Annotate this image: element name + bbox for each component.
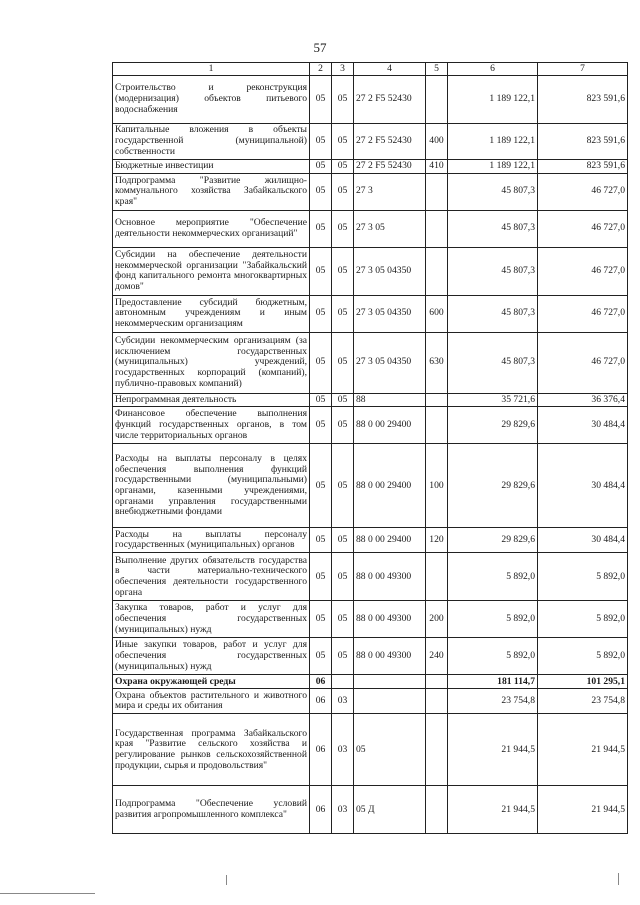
table-row bbox=[113, 210, 628, 247]
row-section: 06 bbox=[310, 786, 332, 834]
row-subsection: 05 bbox=[332, 124, 354, 160]
row-subsection: 03 bbox=[332, 786, 354, 834]
row-target-code: 27 2 F5 52430 bbox=[354, 160, 426, 174]
row-expense-type bbox=[426, 714, 448, 786]
row-sum-year2: 30 484,4 bbox=[538, 444, 628, 528]
table-row bbox=[113, 444, 628, 528]
row-expense-type: 120 bbox=[426, 528, 448, 553]
row-expense-type: 600 bbox=[426, 295, 448, 332]
row-target-code: 27 3 bbox=[354, 173, 426, 210]
row-name: Строительство и реконструкция (модернизация) объектов питьевого водоснабжения bbox=[113, 76, 310, 124]
row-section: 06 bbox=[310, 714, 332, 786]
table-row bbox=[113, 675, 628, 689]
col-header-target-code: 4 bbox=[354, 63, 426, 76]
row-section: 05 bbox=[310, 210, 332, 247]
row-target-code: 88 0 00 49300 bbox=[354, 638, 426, 675]
row-sum-year2: 30 484,4 bbox=[538, 407, 628, 444]
col-header-section: 2 bbox=[310, 63, 332, 76]
scan-mark bbox=[618, 873, 619, 885]
row-expense-type: 240 bbox=[426, 638, 448, 675]
row-sum-year1: 45 807,3 bbox=[448, 173, 538, 210]
row-name: Финансовое обеспечение выполнения функций государственных органов, в том числе территориальных органов bbox=[113, 407, 310, 444]
row-sum-year2: 46 727,0 bbox=[538, 210, 628, 247]
row-sum-year1: 21 944,5 bbox=[448, 714, 538, 786]
row-target-code: 88 0 00 29400 bbox=[354, 528, 426, 553]
row-section: 05 bbox=[310, 332, 332, 393]
row-sum-year2: 36 376,4 bbox=[538, 393, 628, 407]
table-row bbox=[113, 528, 628, 553]
row-expense-type bbox=[426, 786, 448, 834]
row-name: Подпрограмма "Развитие жилищно-коммунального хозяйства Забайкальского края" bbox=[113, 173, 310, 210]
row-sum-year1: 29 829,6 bbox=[448, 407, 538, 444]
row-target-code: 27 3 05 04350 bbox=[354, 247, 426, 295]
row-sum-year2: 30 484,4 bbox=[538, 528, 628, 553]
row-sum-year1: 1 189 122,1 bbox=[448, 160, 538, 174]
row-subsection: 05 bbox=[332, 295, 354, 332]
table-row bbox=[113, 247, 628, 295]
row-sum-year1: 181 114,7 bbox=[448, 675, 538, 689]
row-subsection: 05 bbox=[332, 173, 354, 210]
row-expense-type bbox=[426, 393, 448, 407]
row-sum-year2: 823 591,6 bbox=[538, 124, 628, 160]
row-target-code: 88 0 00 29400 bbox=[354, 407, 426, 444]
row-expense-type bbox=[426, 689, 448, 714]
row-subsection: 05 bbox=[332, 528, 354, 553]
row-section: 05 bbox=[310, 601, 332, 638]
table-row bbox=[113, 689, 628, 714]
row-sum-year1: 5 892,0 bbox=[448, 638, 538, 675]
row-target-code: 27 3 05 04350 bbox=[354, 295, 426, 332]
row-sum-year1: 45 807,3 bbox=[448, 295, 538, 332]
row-subsection: 05 bbox=[332, 444, 354, 528]
row-target-code: 88 bbox=[354, 393, 426, 407]
row-subsection: 03 bbox=[332, 689, 354, 714]
row-section: 05 bbox=[310, 638, 332, 675]
row-name: Государственная программа Забайкальского края "Развитие сельского хозяйства и регулирование рынков сельскохозяйственной продукции, сырья и продовольствия" bbox=[113, 714, 310, 786]
row-name: Подпрограмма "Обеспечение условий развития агропромышленного комплекса" bbox=[113, 786, 310, 834]
row-expense-type bbox=[426, 407, 448, 444]
row-section: 05 bbox=[310, 76, 332, 124]
table-row bbox=[113, 76, 628, 124]
table-row bbox=[113, 786, 628, 834]
row-section: 05 bbox=[310, 444, 332, 528]
row-sum-year1: 45 807,3 bbox=[448, 210, 538, 247]
row-section: 05 bbox=[310, 124, 332, 160]
row-sum-year1: 1 189 122,1 bbox=[448, 76, 538, 124]
table-row bbox=[113, 714, 628, 786]
budget-table bbox=[112, 62, 628, 834]
row-sum-year1: 23 754,8 bbox=[448, 689, 538, 714]
row-sum-year2: 46 727,0 bbox=[538, 173, 628, 210]
row-name: Расходы на выплаты персоналу в целях обеспечения выполнения функций государственными (муниципальными) органами, казенными учреждениями, органами управления государственными внебюджетными фондами bbox=[113, 444, 310, 528]
scan-mark bbox=[0, 893, 95, 894]
row-expense-type: 630 bbox=[426, 332, 448, 393]
row-expense-type bbox=[426, 553, 448, 601]
row-section: 05 bbox=[310, 393, 332, 407]
table-header-row bbox=[113, 63, 628, 76]
row-section: 05 bbox=[310, 553, 332, 601]
table-row bbox=[113, 393, 628, 407]
table-row bbox=[113, 601, 628, 638]
row-expense-type: 100 bbox=[426, 444, 448, 528]
row-subsection: 05 bbox=[332, 638, 354, 675]
row-sum-year2: 23 754,8 bbox=[538, 689, 628, 714]
row-name: Капитальные вложения в объекты государственной (муниципальной) собственности bbox=[113, 124, 310, 160]
row-section: 05 bbox=[310, 160, 332, 174]
row-subsection: 05 bbox=[332, 76, 354, 124]
row-section: 06 bbox=[310, 675, 332, 689]
row-name: Субсидии на обеспечение деятельности некоммерческой организации "Забайкальский фонд капитального ремонта многоквартирных домов" bbox=[113, 247, 310, 295]
row-name: Расходы на выплаты персоналу государственных (муниципальных) органов bbox=[113, 528, 310, 553]
row-subsection: 05 bbox=[332, 247, 354, 295]
row-target-code: 27 2 F5 52430 bbox=[354, 124, 426, 160]
row-name: Предоставление субсидий бюджетным, автономным учреждениям и иным некоммерческим организациям bbox=[113, 295, 310, 332]
row-sum-year1: 35 721,6 bbox=[448, 393, 538, 407]
row-sum-year1: 5 892,0 bbox=[448, 553, 538, 601]
row-expense-type: 400 bbox=[426, 124, 448, 160]
row-section: 05 bbox=[310, 407, 332, 444]
row-target-code bbox=[354, 689, 426, 714]
table-row bbox=[113, 295, 628, 332]
row-subsection: 05 bbox=[332, 407, 354, 444]
row-expense-type: 410 bbox=[426, 160, 448, 174]
row-name: Выполнение других обязательств государства в части материально-технического обеспечения деятельности государственного органа bbox=[113, 553, 310, 601]
row-name: Субсидии некоммерческим организациям (за исключением государственных (муниципальных) учреждений, государственных корпораций (компаний), публично-правовых компаний) bbox=[113, 332, 310, 393]
table-row bbox=[113, 332, 628, 393]
scan-mark bbox=[226, 875, 227, 885]
row-name: Иные закупки товаров, работ и услуг для обеспечения государственных (муниципальных) нужд bbox=[113, 638, 310, 675]
row-sum-year2: 21 944,5 bbox=[538, 786, 628, 834]
table-row bbox=[113, 553, 628, 601]
row-target-code: 88 0 00 49300 bbox=[354, 601, 426, 638]
row-sum-year2: 46 727,0 bbox=[538, 295, 628, 332]
row-name: Закупка товаров, работ и услуг для обеспечения государственных (муниципальных) нужд bbox=[113, 601, 310, 638]
row-name: Охрана окружающей среды bbox=[113, 675, 310, 689]
col-header-name: 1 bbox=[113, 63, 310, 76]
row-target-code: 27 3 05 04350 bbox=[354, 332, 426, 393]
row-sum-year2: 21 944,5 bbox=[538, 714, 628, 786]
row-sum-year1: 21 944,5 bbox=[448, 786, 538, 834]
row-expense-type bbox=[426, 76, 448, 124]
row-subsection: 05 bbox=[332, 393, 354, 407]
table-row bbox=[113, 638, 628, 675]
row-sum-year1: 29 829,6 bbox=[448, 528, 538, 553]
row-target-code bbox=[354, 675, 426, 689]
row-subsection: 03 bbox=[332, 714, 354, 786]
row-sum-year2: 46 727,0 bbox=[538, 247, 628, 295]
row-target-code: 27 3 05 bbox=[354, 210, 426, 247]
table-row bbox=[113, 160, 628, 174]
col-header-expense-type: 5 bbox=[426, 63, 448, 76]
col-header-sum-year2: 7 bbox=[538, 63, 628, 76]
row-sum-year2: 5 892,0 bbox=[538, 601, 628, 638]
row-section: 05 bbox=[310, 173, 332, 210]
row-subsection: 05 bbox=[332, 553, 354, 601]
row-target-code: 88 0 00 29400 bbox=[354, 444, 426, 528]
page-number: 57 bbox=[313, 40, 327, 55]
row-subsection bbox=[332, 675, 354, 689]
row-sum-year1: 1 189 122,1 bbox=[448, 124, 538, 160]
table-row bbox=[113, 124, 628, 160]
row-sum-year2: 5 892,0 bbox=[538, 553, 628, 601]
row-section: 06 bbox=[310, 689, 332, 714]
col-header-subsection: 3 bbox=[332, 63, 354, 76]
row-sum-year1: 5 892,0 bbox=[448, 601, 538, 638]
row-target-code: 05 bbox=[354, 714, 426, 786]
row-sum-year2: 823 591,6 bbox=[538, 76, 628, 124]
row-target-code: 05 Д bbox=[354, 786, 426, 834]
row-section: 05 bbox=[310, 295, 332, 332]
table-row bbox=[113, 407, 628, 444]
row-expense-type bbox=[426, 210, 448, 247]
row-section: 05 bbox=[310, 247, 332, 295]
table-row bbox=[113, 173, 628, 210]
row-target-code: 88 0 00 49300 bbox=[354, 553, 426, 601]
row-sum-year2: 5 892,0 bbox=[538, 638, 628, 675]
row-expense-type bbox=[426, 247, 448, 295]
row-subsection: 05 bbox=[332, 160, 354, 174]
row-name: Непрограммная деятельность bbox=[113, 393, 310, 407]
row-name: Основное мероприятие "Обеспечение деятельности некоммерческих организаций" bbox=[113, 210, 310, 247]
row-sum-year1: 29 829,6 bbox=[448, 444, 538, 528]
row-sum-year1: 45 807,3 bbox=[448, 332, 538, 393]
row-name: Бюджетные инвестиции bbox=[113, 160, 310, 174]
row-expense-type: 200 bbox=[426, 601, 448, 638]
row-target-code: 27 2 F5 52430 bbox=[354, 76, 426, 124]
row-expense-type bbox=[426, 675, 448, 689]
row-name: Охрана объектов растительного и животного мира и среды их обитания bbox=[113, 689, 310, 714]
row-sum-year2: 101 295,1 bbox=[538, 675, 628, 689]
row-subsection: 05 bbox=[332, 332, 354, 393]
row-sum-year2: 46 727,0 bbox=[538, 332, 628, 393]
row-sum-year2: 823 591,6 bbox=[538, 160, 628, 174]
row-subsection: 05 bbox=[332, 601, 354, 638]
col-header-sum-year1: 6 bbox=[448, 63, 538, 76]
row-sum-year1: 45 807,3 bbox=[448, 247, 538, 295]
row-subsection: 05 bbox=[332, 210, 354, 247]
row-section: 05 bbox=[310, 528, 332, 553]
row-expense-type bbox=[426, 173, 448, 210]
